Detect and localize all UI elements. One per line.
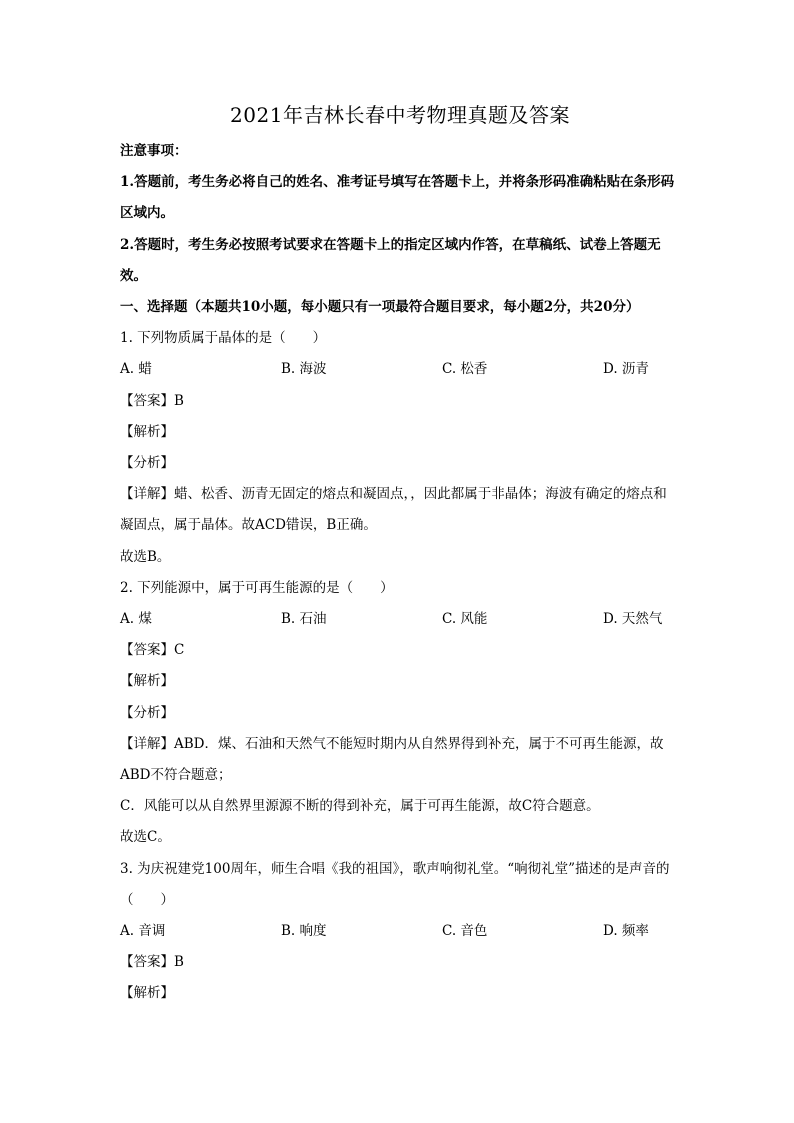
question-3-option-b: B. 响度 [281,923,327,940]
question-1-choose: 故选B。 [120,548,171,565]
notice-heading: 注意事项： [120,143,188,159]
question-1-option-b: B. 海波 [281,361,327,378]
question-1-analysis-label: 【解析】 [120,423,174,440]
question-2-stem: 2. 下列能源中，属于可再生能源的是（ ） [120,579,394,596]
question-2-option-d: D. 天然气 [603,611,663,628]
question-3-option-d: D. 频率 [603,923,649,940]
question-2-answer: 【答案】C [120,642,185,659]
question-1-answer: 【答案】B [120,392,184,409]
page-content [120,100,680,1010]
question-3-option-a: A. 音调 [120,923,166,940]
question-2-breakdown-label: 【分析】 [120,704,174,721]
question-2-options [120,604,680,635]
notice-item-2: 2.答题时，考生务必按照考试要求在答题卡上的指定区域内作答，在草稿纸、试卷上答题无效。 [120,236,661,284]
question-1-detail: 【详解】蜡、松香、沥青无固定的熔点和凝固点，，因此都属于非晶体；海波有确定的熔点和凝固点，属于晶体。故ACD错误，B正确。 [120,486,667,534]
notice-item-1: 1.答题前，考生务必将自己的姓名、准考证号填写在答题卡上，并将条形码准确粘贴在条形码区域内。 [120,174,675,222]
question-1-option-d: D. 沥青 [603,361,649,378]
question-3-stem: 3. 为庆祝建党100周年，师生合唱《我的祖国》，歌声响彻礼堂。“响彻礼堂”描述的是声音的（ ） [120,860,670,908]
question-1-stem: 1. 下列物质属于晶体的是（ ） [120,330,327,347]
question-1-options [120,354,680,385]
section-heading: 一、选择题（本题共10小题，每小题只有一项最符合题目要求，每小题2分，共20分） [120,299,640,316]
question-2-option-c: C. 风能 [442,611,488,628]
question-2-option-a: A. 煤 [120,611,152,628]
question-2-analysis-label: 【解析】 [120,673,174,690]
question-3-option-c: C. 音色 [442,923,488,940]
question-2-choose: 故选C。 [120,829,171,846]
question-2-detail-1: 【详解】ABD．煤、石油和天然气不能短时期内从自然界得到补充，属于不可再生能源，故ABD不符合题意； [120,735,664,784]
question-1-option-c: C. 松香 [442,361,488,378]
document-title: 2021年吉林长春中考物理真题及答案 [230,103,570,127]
question-2-option-b: B. 石油 [281,611,327,628]
question-3-analysis-label: 【解析】 [120,985,174,1002]
question-1-option-a: A. 蜡 [120,361,152,378]
question-3-options [120,916,680,947]
question-3-answer: 【答案】B [120,954,184,971]
question-1-breakdown-label: 【分析】 [120,455,174,472]
question-2-detail-2: C．风能可以从自然界里源源不断的得到补充，属于可再生能源，故C符合题意。 [120,798,600,815]
